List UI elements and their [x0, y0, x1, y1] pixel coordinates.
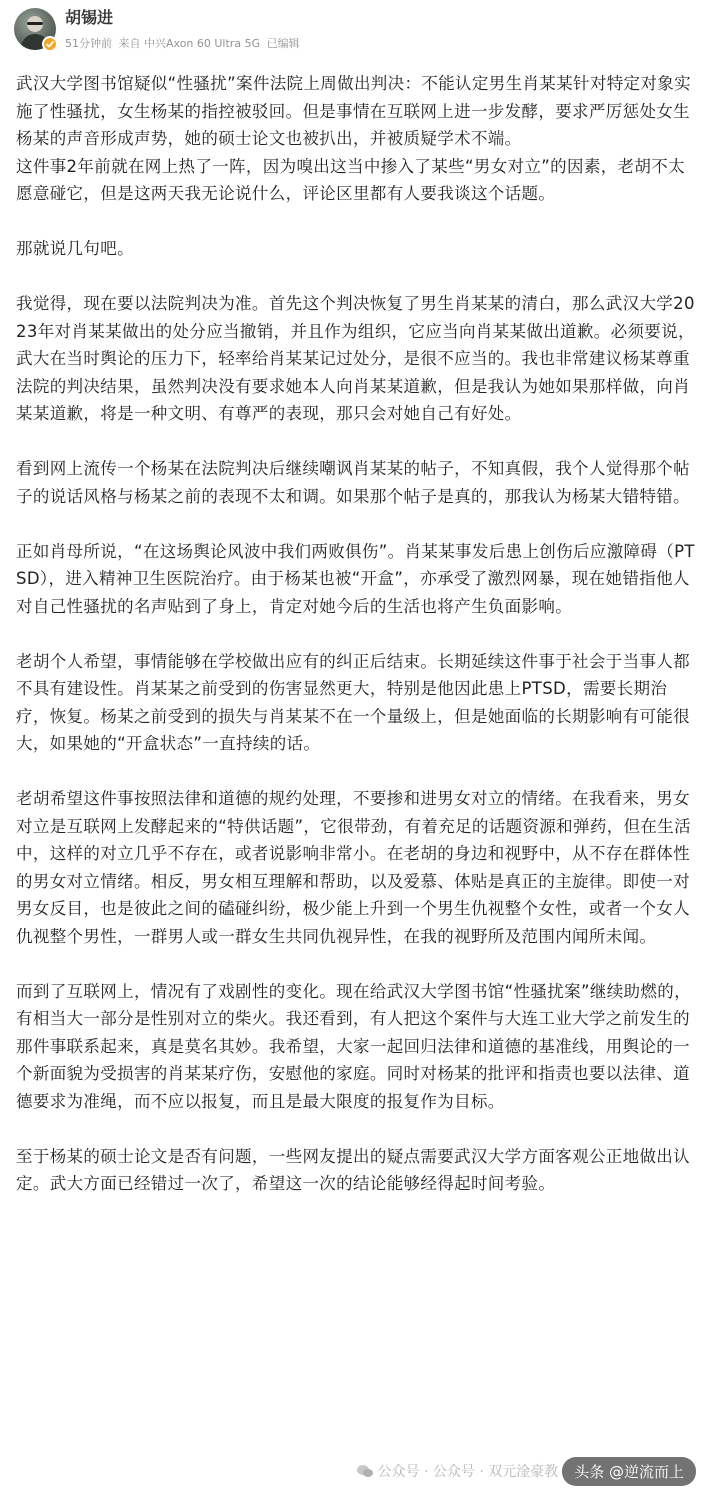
post-meta [65, 36, 303, 52]
wechat-watermark [356, 1461, 559, 1481]
paragraph: 看到网上流传一个杨某在法院判决后继续嘲讽肖某某的帖子，不知真假，我个人觉得那个帖子的说话风格与杨某之前的表现不太和调。如果那个帖子是真的，那我认为杨某大错特错。 [16, 459, 690, 506]
post-time: 51分钟前 [65, 37, 112, 50]
paragraph: 我觉得，现在要以法院判决为准。首先这个判决恢复了男生肖某某的清白，那么武汉大学2023年对肖某某做出的处分应当撤销，并且作为组织，它应当向肖某某做出道歉。必须要说，武大在当时舆论的压力下，轻率给肖某某记过处分，是很不应当的。我也非常建议杨某尊重法院的判决结果，虽然判决没有要求她本人向肖某某道歉，但是我认为她如果那样做，向肖某某道歉，将是一种文明、有尊严的表现，那只会对她自己有好处。 [16, 294, 695, 423]
paragraph: 老胡个人希望，事情能够在学校做出应有的纠正后结束。长期延续这件事于社会于当事人都不具有建设性。肖某某之前受到的伤害显然更大，特别是他因此患上PTSD，需要长期治疗，恢复。杨某之前受到的损失与肖某某不在一个量级上，但是她面临的长期影响有可能很大，如果她的“开盒状态”一直持续的话。 [16, 651, 690, 753]
watermark [356, 1456, 696, 1486]
paragraph: 这件事2年前就在网上热了一阵，因为嗅出这当中掺入了某些“男女对立”的因素，老胡不太愿意碰它，但是这两天我无论说什么，评论区里都有人要我谈这个话题。 [16, 156, 685, 203]
wechat-icon [356, 1462, 374, 1480]
paragraph: 那就说几句吧。 [16, 239, 134, 258]
paragraph: 而到了互联网上，情况有了戏剧性的变化。现在给武汉大学图书馆“性骚扰案”继续助燃的，有相当大一部分是性别对立的柴火。我还看到，有人把这个案件与大连工业大学之前发生的那件事联系起来，真是莫名其妙。我希望，大家一起回归法律和道德的基准线，用舆论的一个新面貌为受损害的肖某某疗伤，安慰他的家庭。同时对杨某的批评和指责也要以法律、道德要求为准绳，而不应以报复，而且是最大限度的报复作为目标。 [16, 981, 691, 1111]
wechat-watermark-text: 公众号 · 公众号 · 双元淦豪教 [377, 1464, 559, 1480]
post-source: 来自 中兴Axon 60 Ultra 5G [118, 37, 261, 50]
verified-badge-icon [42, 36, 58, 52]
paragraph: 正如肖母所说，“在这场舆论风波中我们两败俱伤”。肖某某事发后患上创伤后应激障碍（PTSD），进入精神卫生医院治疗。由于杨某也被“开盒”，亦承受了激烈网暴，现在她错指他人对自己性骚扰的名声贴到了身上，肯定对她今后的生活也将产生负面影响。 [16, 541, 695, 616]
post-body [16, 70, 696, 1198]
author-name[interactable]: 胡锡进 [65, 8, 114, 27]
paragraph: 老胡希望这件事按照法律和道德的规约处理，不要掺和进男女对立的情绪。在我看来，男女对立是互联网上发酵起来的“特供话题”，它很带劲，有着充足的话题资源和弹药，但在生活中，这样的对立几乎不存在，或者说影响非常小。在老胡的身边和视野中，从不存在群体性的男女对立情绪。相反，男女相互理解和帮助，以及爱慕、体贴是真正的主旋律。即使一对男女反目，也是彼此之间的磕碰纠纷，极少能上升到一个男生仇视整个女性，或者一个女人仇视整个男性，一群男人或一群女生共同仇视异性，在我的视野所及范围内闻所未闻。 [16, 789, 691, 946]
edited-label[interactable]: 已编辑 [266, 37, 300, 50]
toutiao-watermark: 头条 @逆流而上 [562, 1457, 696, 1486]
paragraph: 武汉大学图书馆疑似“性骚扰”案件法院上周做出判决：不能认定男生肖某某针对特定对象实施了性骚扰，女生杨某的指控被驳回。但是事情在互联网上进一步发酵，要求严厉惩处女生杨某的声音形成声势，她的硕士论文也被扒出，并被质疑学术不端。 [16, 74, 691, 148]
paragraph: 至于杨某的硕士论文是否有问题，一些网友提出的疑点需要武汉大学方面客观公正地做出认定。武大方面已经错过一次了，希望这一次的结论能够经得起时间考验。 [16, 1146, 690, 1193]
post-header [14, 6, 694, 62]
